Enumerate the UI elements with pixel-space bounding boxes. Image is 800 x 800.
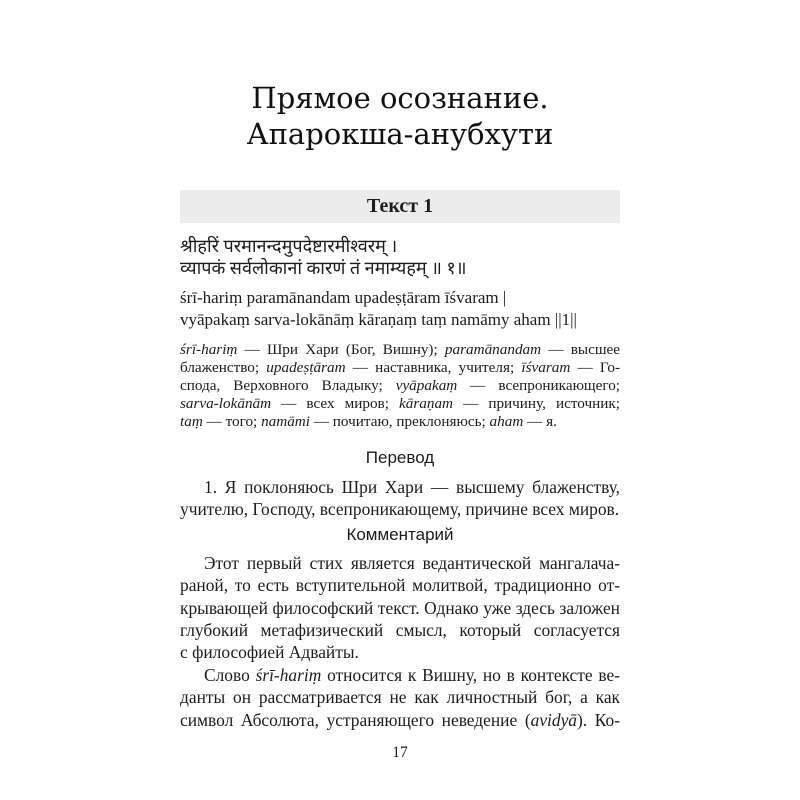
- text-line: учителю, Господу, всепроникающему, причине всех миров.: [180, 499, 620, 520]
- text-run: — Шри Хари (Бог, Вишну);: [237, 341, 445, 358]
- translation-header: Перевод: [365, 448, 435, 467]
- text-line: श्रीहरिं परमानन्दमुपदेष्टारमीश्वरम् ।: [180, 236, 398, 256]
- text-run: символ Абсолюта, устраняющего неведение (: [180, 709, 531, 730]
- sanskrit-verse-devanagari: [180, 235, 620, 279]
- text-run: ). Ко-: [576, 709, 620, 730]
- sanskrit-term: taṃ: [180, 413, 203, 430]
- text-line: [180, 359, 620, 377]
- sanskrit-term: kāraṇam: [399, 395, 454, 412]
- text-line: раной, то есть вступительной молитвой, традиционно от-: [180, 575, 620, 596]
- sanskrit-term: īśvaram: [521, 359, 571, 376]
- text-number-label: Текст 1: [366, 195, 434, 217]
- text-run: — того;: [202, 413, 262, 430]
- text-run: — причину, источник;: [453, 395, 620, 412]
- sanskrit-term: namāmi: [261, 413, 310, 430]
- text-column: [180, 0, 620, 763]
- page-title: [180, 80, 620, 152]
- page-title-line1: Прямое осознание.: [251, 81, 549, 115]
- text-line: глубокий метафизический смысл, который согласуется: [180, 620, 620, 641]
- text-line: [180, 413, 620, 431]
- text-run: — Го-: [570, 359, 620, 376]
- text-run: блаженство;: [180, 359, 267, 376]
- sanskrit-term: śrī-hariṃ: [180, 341, 238, 358]
- text-line: व्यापकं सर्वलोकानां कारणं तं नमाम्यहम् ॥ १॥: [180, 258, 467, 278]
- text-line: [180, 341, 620, 359]
- text-line: [180, 395, 620, 413]
- word-by-word-gloss: [180, 341, 620, 431]
- text-run: — почитаю, преклоняюсь;: [310, 413, 490, 430]
- text-line: [180, 709, 620, 731]
- text-run: — я.: [523, 413, 557, 430]
- text-line: śrī-hariṃ paramānandam upadeṣṭāram īśvaram |: [180, 288, 507, 307]
- text-run: относится к Вишну, но в контексте ве-: [321, 664, 621, 685]
- commentary-paragraph-2: [180, 664, 620, 731]
- text-number-header: [180, 190, 620, 223]
- text-line: крывающей философский текст. Однако уже здесь заложен: [180, 597, 620, 618]
- text-run: — наставника, учителя;: [345, 359, 522, 376]
- sanskrit-term: aham: [489, 413, 524, 430]
- text-line: [180, 377, 620, 395]
- text-line: Этот первый стих является ведантической мангалача-: [204, 552, 620, 573]
- commentary-header: Комментарий: [346, 524, 454, 544]
- text-line: 1. Я поклоняюсь Шри Хари — высшему блаженству,: [204, 477, 620, 497]
- sanskrit-term: vyāpakaṃ: [395, 377, 458, 394]
- text-line: [180, 664, 620, 686]
- sanskrit-term: avidyā: [530, 709, 577, 730]
- sanskrit-term: upadeṣṭāram: [266, 359, 346, 376]
- commentary-paragraph-1: [180, 552, 620, 664]
- text-run: — всех миров;: [271, 395, 400, 412]
- text-run: — всепроникающего;: [457, 377, 621, 394]
- text-line: данты он рассматривается не как личностный бог, а как: [180, 687, 620, 708]
- page-title-line2: Апарокша-анубхути: [246, 117, 554, 151]
- text-run: — высшее: [541, 341, 620, 358]
- sanskrit-term: paramānandam: [444, 341, 542, 358]
- text-line: vyāpakaṃ sarva-lokānāṃ kāraṇaṃ taṃ namāmy aham ||1||: [180, 310, 577, 329]
- sanskrit-term: sarva-lokānām: [180, 395, 272, 412]
- text-run: спода, Верховного Владыку;: [180, 377, 396, 394]
- translation-paragraph: [180, 476, 620, 521]
- page-number: 17: [392, 744, 408, 762]
- sanskrit-verse-transliteration: [180, 287, 620, 331]
- sanskrit-term: śrī-hariṃ: [255, 664, 322, 685]
- text-line: с философией Адвайты.: [180, 642, 359, 663]
- text-run: Слово: [204, 664, 256, 685]
